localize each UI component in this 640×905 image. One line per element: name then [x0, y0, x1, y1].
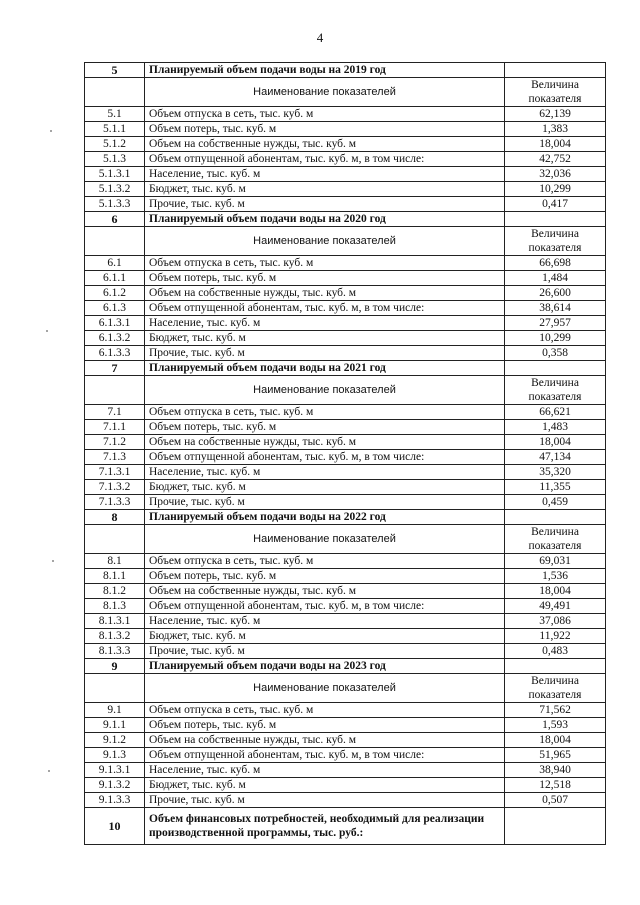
- header-row: [85, 227, 606, 256]
- header-indicator-name: Наименование показателей: [145, 674, 505, 703]
- row-name: Бюджет, тыс. куб. м: [145, 480, 505, 495]
- section-value-cell: [505, 361, 606, 376]
- row-name: Объем на собственные нужды, тыс. куб. м: [145, 733, 505, 748]
- row-value: 18,004: [505, 733, 606, 748]
- table-row: [85, 644, 606, 659]
- header-row: [85, 525, 606, 554]
- row-value: 62,139: [505, 107, 606, 122]
- row-value: 47,134: [505, 450, 606, 465]
- table-row: [85, 733, 606, 748]
- table-row: [85, 629, 606, 644]
- table-row: [85, 554, 606, 569]
- table-row: [85, 197, 606, 212]
- table-row: [85, 167, 606, 182]
- row-name: Бюджет, тыс. куб. м: [145, 182, 505, 197]
- final-row: [85, 808, 606, 845]
- table-row: [85, 152, 606, 167]
- row-value: 10,299: [505, 331, 606, 346]
- final-row-number: 10: [85, 808, 145, 845]
- header-indicator-value: [505, 227, 606, 256]
- row-number: 7.1.3.2: [85, 480, 145, 495]
- row-value: 49,491: [505, 599, 606, 614]
- row-number: 5.1: [85, 107, 145, 122]
- row-number: 6.1.1: [85, 271, 145, 286]
- row-number: 5.1.2: [85, 137, 145, 152]
- row-name: Прочие, тыс. куб. м: [145, 495, 505, 510]
- table-row: [85, 301, 606, 316]
- page-number: 4: [316, 30, 324, 45]
- row-value: 66,698: [505, 256, 606, 271]
- header-number-cell: [85, 78, 145, 107]
- row-value: 35,320: [505, 465, 606, 480]
- table-row: [85, 331, 606, 346]
- row-number: 8.1.3.2: [85, 629, 145, 644]
- header-value-line1: Величина: [531, 526, 579, 538]
- section-number: 7: [85, 361, 145, 376]
- row-number: 6.1.3.1: [85, 316, 145, 331]
- section-number: 6: [85, 212, 145, 227]
- row-number: 6.1: [85, 256, 145, 271]
- table-row: [85, 316, 606, 331]
- header-row: [85, 376, 606, 405]
- row-value: 1,536: [505, 569, 606, 584]
- row-number: 8.1.3.1: [85, 614, 145, 629]
- row-value: 0,459: [505, 495, 606, 510]
- row-value: 0,483: [505, 644, 606, 659]
- table-row: [85, 435, 606, 450]
- table-row: [85, 495, 606, 510]
- water-supply-table: [84, 62, 606, 845]
- row-value: 12,518: [505, 778, 606, 793]
- row-value: 11,922: [505, 629, 606, 644]
- table-row: [85, 420, 606, 435]
- row-number: 8.1.2: [85, 584, 145, 599]
- section-row: [85, 510, 606, 525]
- row-number: 7.1: [85, 405, 145, 420]
- row-name: Объем отпущенной абонентам, тыс. куб. м, в том числе:: [145, 301, 505, 316]
- section-value-cell: [505, 212, 606, 227]
- row-name: Прочие, тыс. куб. м: [145, 346, 505, 361]
- table-row: [85, 703, 606, 718]
- row-value: 0,358: [505, 346, 606, 361]
- header-value-line2: показателя: [528, 540, 582, 552]
- row-number: 9.1.3.1: [85, 763, 145, 778]
- table-row: [85, 599, 606, 614]
- table-row: [85, 405, 606, 420]
- table-row: [85, 584, 606, 599]
- row-name: Объем отпуска в сеть, тыс. куб. м: [145, 554, 505, 569]
- row-value: 66,621: [505, 405, 606, 420]
- section-value-cell: [505, 659, 606, 674]
- row-number: 9.1.1: [85, 718, 145, 733]
- header-indicator-value: [505, 78, 606, 107]
- row-name: Объем потерь, тыс. куб. м: [145, 122, 505, 137]
- row-number: 9.1: [85, 703, 145, 718]
- table-row: [85, 763, 606, 778]
- header-row: [85, 674, 606, 703]
- row-value: 42,752: [505, 152, 606, 167]
- row-number: 5.1.3: [85, 152, 145, 167]
- row-value: 18,004: [505, 435, 606, 450]
- row-value: 11,355: [505, 480, 606, 495]
- row-name: Прочие, тыс. куб. м: [145, 644, 505, 659]
- row-number: 8.1.3.3: [85, 644, 145, 659]
- section-title: Планируемый объем подачи воды на 2021 год: [145, 361, 505, 376]
- row-name: Объем потерь, тыс. куб. м: [145, 718, 505, 733]
- section-title: Планируемый объем подачи воды на 2023 год: [145, 659, 505, 674]
- row-value: 1,593: [505, 718, 606, 733]
- section-title: Планируемый объем подачи воды на 2019 год: [145, 63, 505, 78]
- row-name: Объем на собственные нужды, тыс. куб. м: [145, 584, 505, 599]
- header-value-line2: показателя: [528, 689, 582, 701]
- row-number: 9.1.3.3: [85, 793, 145, 808]
- row-name: Объем отпуска в сеть, тыс. куб. м: [145, 703, 505, 718]
- row-number: 8.1.1: [85, 569, 145, 584]
- table-row: [85, 569, 606, 584]
- row-value: 69,031: [505, 554, 606, 569]
- row-number: 7.1.3.3: [85, 495, 145, 510]
- table-row: [85, 465, 606, 480]
- header-indicator-name: Наименование показателей: [145, 525, 505, 554]
- header-value-line2: показателя: [528, 93, 582, 105]
- table-body: [85, 63, 606, 845]
- row-value: 10,299: [505, 182, 606, 197]
- header-row: [85, 78, 606, 107]
- header-value-line1: Величина: [531, 228, 579, 240]
- row-name: Объем отпущенной абонентам, тыс. куб. м, в том числе:: [145, 152, 505, 167]
- row-value: 32,036: [505, 167, 606, 182]
- row-name: Объем потерь, тыс. куб. м: [145, 420, 505, 435]
- row-name: Объем отпуска в сеть, тыс. куб. м: [145, 107, 505, 122]
- scan-mark: [52, 560, 54, 562]
- row-number: 7.1.3: [85, 450, 145, 465]
- table-row: [85, 778, 606, 793]
- row-name: Население, тыс. куб. м: [145, 316, 505, 331]
- row-name: Население, тыс. куб. м: [145, 614, 505, 629]
- row-name: Прочие, тыс. куб. м: [145, 197, 505, 212]
- row-number: 5.1.3.1: [85, 167, 145, 182]
- row-value: 37,086: [505, 614, 606, 629]
- section-value-cell: [505, 510, 606, 525]
- row-number: 7.1.1: [85, 420, 145, 435]
- scan-mark: [48, 770, 50, 772]
- header-value-line2: показателя: [528, 242, 582, 254]
- table-row: [85, 718, 606, 733]
- header-indicator-value: [505, 525, 606, 554]
- row-number: 6.1.3.3: [85, 346, 145, 361]
- table-row: [85, 271, 606, 286]
- header-indicator-name: Наименование показателей: [145, 376, 505, 405]
- row-name: Бюджет, тыс. куб. м: [145, 778, 505, 793]
- header-number-cell: [85, 227, 145, 256]
- header-value-line1: Величина: [531, 79, 579, 91]
- row-number: 9.1.3.2: [85, 778, 145, 793]
- header-value-line1: Величина: [531, 377, 579, 389]
- section-value-cell: [505, 63, 606, 78]
- table-row: [85, 748, 606, 763]
- row-number: 7.1.3.1: [85, 465, 145, 480]
- table-row: [85, 286, 606, 301]
- row-name: Прочие, тыс. куб. м: [145, 793, 505, 808]
- row-value: 18,004: [505, 584, 606, 599]
- row-number: 5.1.1: [85, 122, 145, 137]
- row-name: Объем потерь, тыс. куб. м: [145, 271, 505, 286]
- section-row: [85, 659, 606, 674]
- row-number: 9.1.3: [85, 748, 145, 763]
- row-name: Объем на собственные нужды, тыс. куб. м: [145, 137, 505, 152]
- row-value: 1,483: [505, 420, 606, 435]
- header-number-cell: [85, 525, 145, 554]
- header-number-cell: [85, 376, 145, 405]
- row-name: Население, тыс. куб. м: [145, 763, 505, 778]
- row-name: Бюджет, тыс. куб. м: [145, 331, 505, 346]
- row-name: Объем отпущенной абонентам, тыс. куб. м, в том числе:: [145, 599, 505, 614]
- row-number: 9.1.2: [85, 733, 145, 748]
- row-name: Население, тыс. куб. м: [145, 465, 505, 480]
- header-value-line2: показателя: [528, 391, 582, 403]
- section-row: [85, 63, 606, 78]
- row-value: 0,507: [505, 793, 606, 808]
- row-name: Объем отпуска в сеть, тыс. куб. м: [145, 405, 505, 420]
- final-row-value: [505, 808, 606, 845]
- table-row: [85, 107, 606, 122]
- header-indicator-value: [505, 674, 606, 703]
- final-row-title: Объем финансовых потребностей, необходимый для реализации производственной программы, тыс. руб.:: [145, 808, 505, 845]
- row-value: 18,004: [505, 137, 606, 152]
- section-number: 9: [85, 659, 145, 674]
- row-value: 71,562: [505, 703, 606, 718]
- row-number: 5.1.3.2: [85, 182, 145, 197]
- row-value: 38,614: [505, 301, 606, 316]
- scan-mark: [46, 330, 48, 332]
- header-indicator-value: [505, 376, 606, 405]
- row-value: 51,965: [505, 748, 606, 763]
- row-value: 26,600: [505, 286, 606, 301]
- table-row: [85, 614, 606, 629]
- row-value: 1,383: [505, 122, 606, 137]
- row-number: 7.1.2: [85, 435, 145, 450]
- row-name: Население, тыс. куб. м: [145, 167, 505, 182]
- header-indicator-name: Наименование показателей: [145, 227, 505, 256]
- table-row: [85, 346, 606, 361]
- section-number: 8: [85, 510, 145, 525]
- header-value-line1: Величина: [531, 675, 579, 687]
- header-indicator-name: Наименование показателей: [145, 78, 505, 107]
- row-name: Бюджет, тыс. куб. м: [145, 629, 505, 644]
- row-value: 38,940: [505, 763, 606, 778]
- header-number-cell: [85, 674, 145, 703]
- table-row: [85, 122, 606, 137]
- row-number: 6.1.3: [85, 301, 145, 316]
- row-number: 8.1: [85, 554, 145, 569]
- row-value: 27,957: [505, 316, 606, 331]
- row-name: Объем отпуска в сеть, тыс. куб. м: [145, 256, 505, 271]
- row-value: 0,417: [505, 197, 606, 212]
- section-title: Планируемый объем подачи воды на 2020 год: [145, 212, 505, 227]
- section-number: 5: [85, 63, 145, 78]
- row-name: Объем отпущенной абонентам, тыс. куб. м, в том числе:: [145, 450, 505, 465]
- row-name: Объем отпущенной абонентам, тыс. куб. м, в том числе:: [145, 748, 505, 763]
- scan-mark: [50, 130, 52, 132]
- row-number: 8.1.3: [85, 599, 145, 614]
- table-row: [85, 793, 606, 808]
- table-row: [85, 256, 606, 271]
- row-name: Объем потерь, тыс. куб. м: [145, 569, 505, 584]
- section-row: [85, 212, 606, 227]
- row-number: 5.1.3.3: [85, 197, 145, 212]
- table-row: [85, 480, 606, 495]
- table-row: [85, 182, 606, 197]
- row-name: Объем на собственные нужды, тыс. куб. м: [145, 286, 505, 301]
- row-number: 6.1.3.2: [85, 331, 145, 346]
- section-row: [85, 361, 606, 376]
- section-title: Планируемый объем подачи воды на 2022 год: [145, 510, 505, 525]
- table-row: [85, 137, 606, 152]
- row-value: 1,484: [505, 271, 606, 286]
- table-row: [85, 450, 606, 465]
- row-name: Объем на собственные нужды, тыс. куб. м: [145, 435, 505, 450]
- row-number: 6.1.2: [85, 286, 145, 301]
